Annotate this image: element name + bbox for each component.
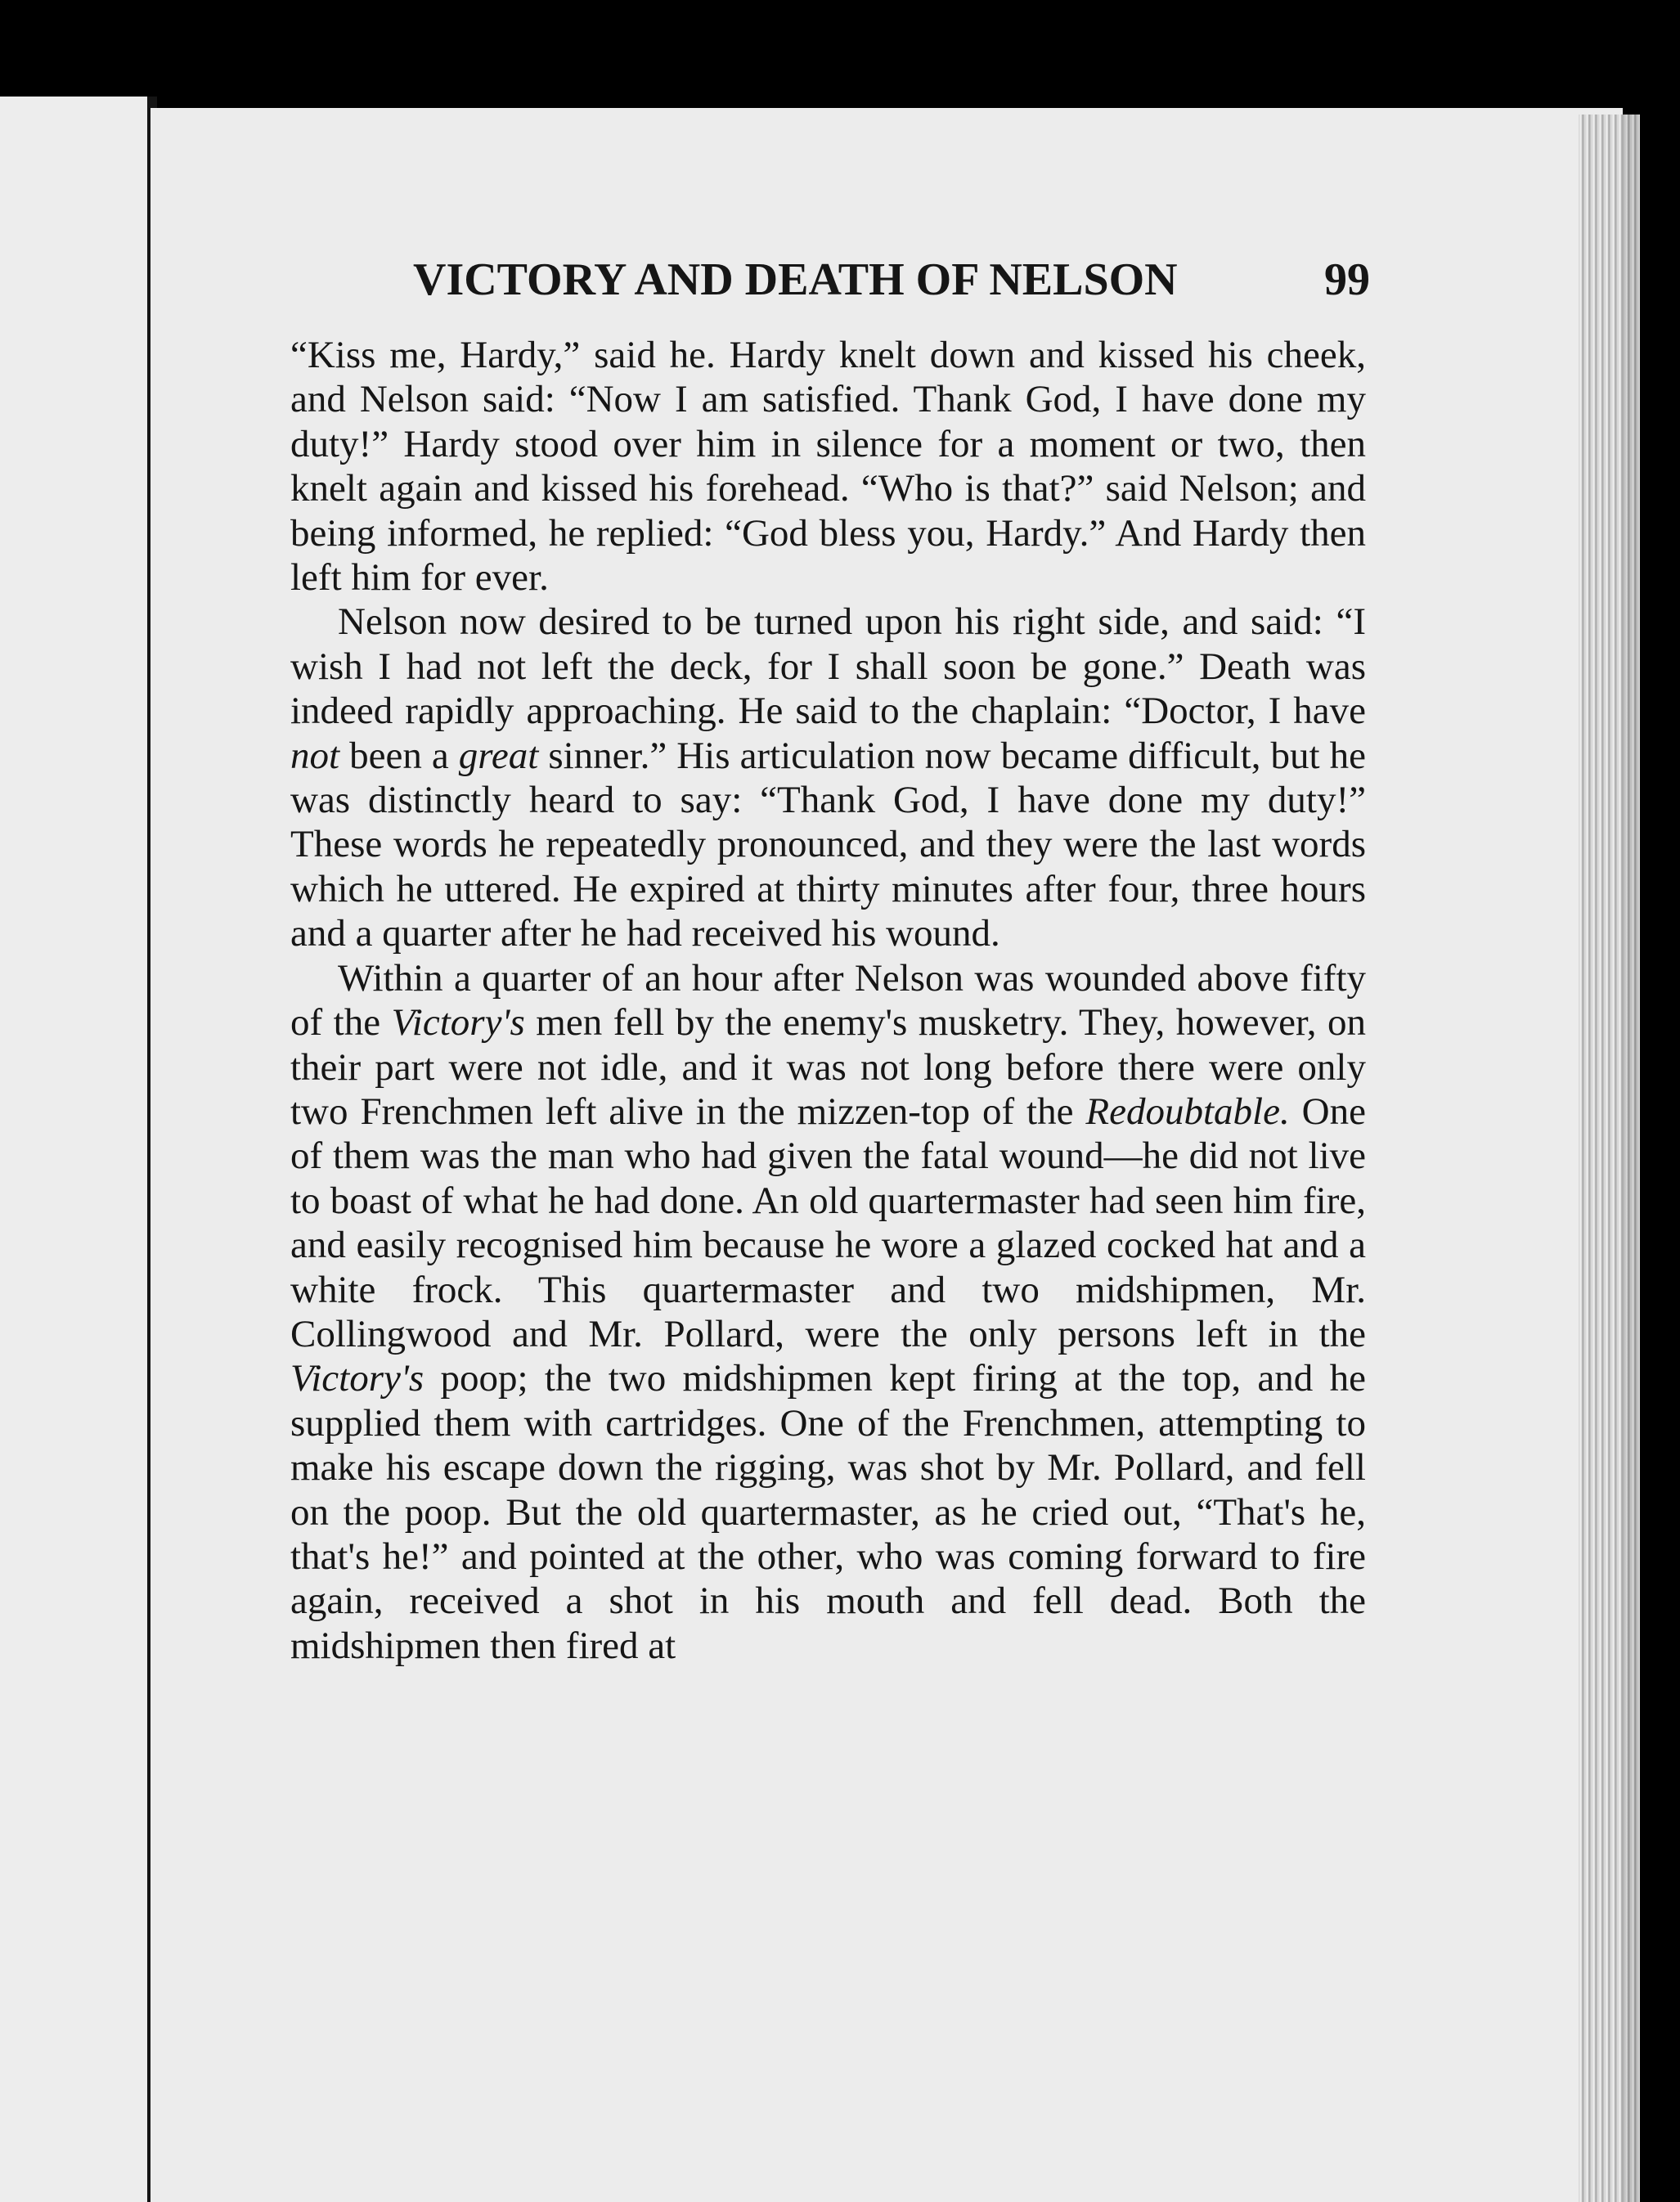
italic-run: not	[290, 734, 340, 777]
text-run: poop; the two midshipmen kept firing at the top, and he supplied them with cartridges. One of the Frenchmen, attempting to make his escape down the rigging, was shot by Mr. Pollard, and fell on the poop. But the old quartermaster, as he cried out, “That's he, that's he!” and pointed at the other, who was coming forward to fire again, received a shot in his mouth and fell dead. Both the midshipmen then fired at	[290, 1357, 1366, 1667]
text-run: been a	[339, 734, 459, 777]
text-run: sinner.” His articulation now became difficult, but he was distinctly heard to say: “Thank God, I have done my duty!” These words he repeatedly pronounced, and they were the last words which he uttered. He expired at thirty minutes after four, three hours and a quarter after he had received his wound.	[290, 734, 1366, 955]
body-text	[290, 333, 1366, 1668]
text-run: Within a quarter of an hour after Nelson was wounded above fifty of the	[290, 956, 1366, 1045]
text-run: men fell by the enemy's musketry. They, however, on their part were not idle, and it was not long before there were only two Frenchmen left alive in the mizzen-top of the	[290, 1001, 1366, 1133]
running-head	[413, 254, 1370, 306]
running-title: VICTORY AND DEATH OF NELSON	[413, 254, 1178, 305]
text-run: One of them was the man who had given the fatal wound—he did not live to boast of what he had done. An old quartermaster had seen him fire, and easily recognised him because he wore a glazed cocked hat and a white frock. This quartermaster and two midshipmen, Mr. Collingwood and Mr. Pollard, were the only persons left in the	[290, 1090, 1366, 1355]
italic-run: Victory's	[290, 1357, 424, 1400]
italic-run: Redoubtable.	[1085, 1090, 1290, 1133]
italic-run: great	[458, 734, 539, 777]
facing-page-edge	[0, 97, 157, 2202]
text-run: “Kiss me, Hardy,” said he. Hardy knelt down and kissed his cheek, and Nelson said: “Now I am satisfied. Thank God, I have done my duty!” Hardy stood over him in silence for a moment or two, then knelt again and kissed his forehead. “Who is that?” said Nelson; and being informed, he replied: “God bless you, Hardy.” And Hardy then left him for ever.	[290, 334, 1366, 600]
paragraph	[290, 600, 1366, 955]
italic-run: Victory's	[391, 1001, 525, 1045]
paragraph	[290, 333, 1366, 600]
text-run: Nelson now desired to be turned upon his right side, and said: “I wish I had not left the deck, for I shall soon be gone.” Death was indeed rapidly approaching. He said to the chaplain: “Doctor, I have	[290, 600, 1366, 733]
page-number: 99	[1324, 254, 1370, 305]
page-fore-edge	[1579, 115, 1640, 2202]
paragraph	[290, 956, 1366, 1669]
